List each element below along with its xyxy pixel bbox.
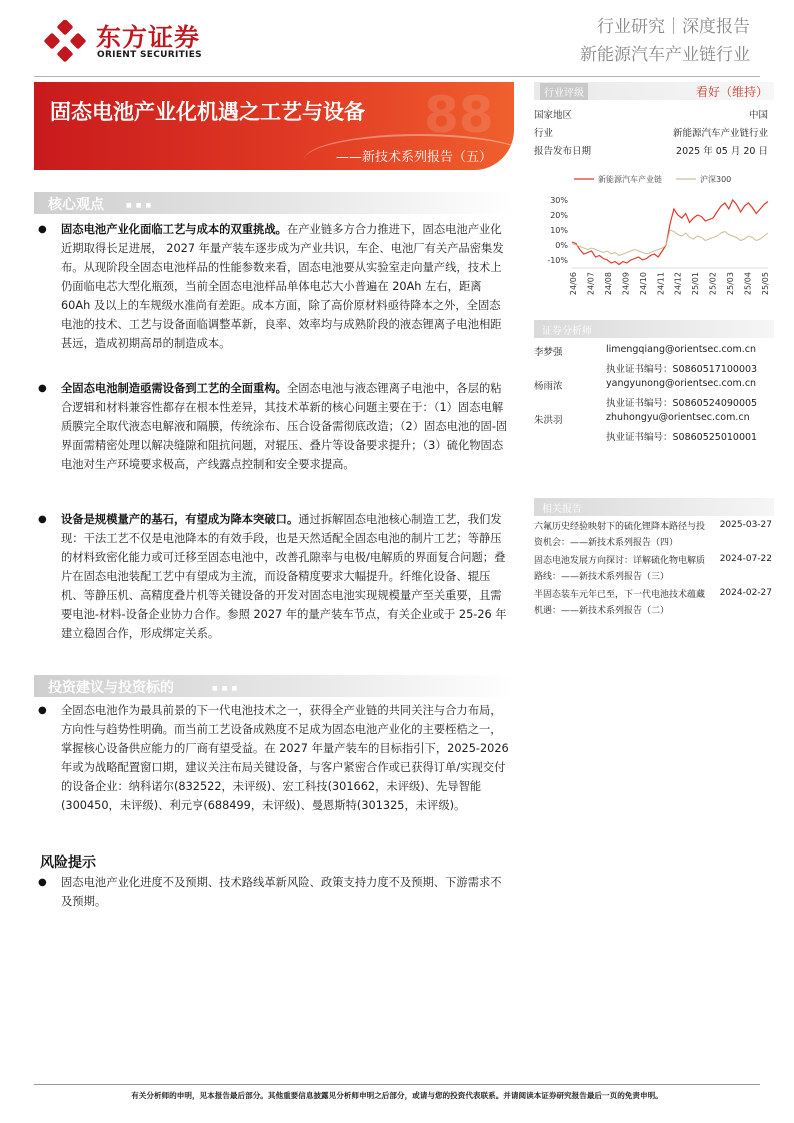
header-dots: ■ ■ ■: [212, 685, 239, 692]
rating-header: [534, 82, 774, 100]
x-tick-label: 25/03: [726, 272, 736, 296]
core-section-title: 核心观点: [48, 197, 104, 213]
x-tick-label: 24/06: [569, 272, 578, 296]
x-tick-label: 24/12: [673, 272, 683, 296]
info-row: [534, 105, 774, 123]
bullet-icon: ●: [38, 224, 47, 235]
paragraph-body: 通过拆解固态电池核心制造工艺，我们发现：干法工艺不仅是电池降本的有效手段，也是天然适配全固态电池的制片工艺；等静压的材料致密化能力或可迁移至固态电池中，改善孔隙率与电极/电解质的界面复合问题；叠片在固态电池装配工艺中有望成为主流，而设备精度要求大幅提升。纤维化设备、辊压机、等静压机、高精度叠片机等关键设备的开发对固态电池实现规模量产至关重要，且需要电池-材料-设备企业协力合作。参照 2027 年的量产装车节点，有关企业或于 25-26 年建立稳固合作，形成绑定关系。: [61, 513, 507, 640]
report-subtitle: ——新技术系列报告（五）: [335, 150, 492, 165]
analyst-email[interactable]: limengqiang@orientsec.com.cn: [606, 344, 757, 355]
risk-paragraph: [61, 873, 510, 911]
y-tick-label: 20%: [550, 211, 568, 220]
info-value: 新能源汽车产业链行业: [672, 128, 768, 139]
legend-label: 新能源汽车产业链: [598, 175, 662, 184]
bullet-icon: ●: [38, 877, 47, 888]
related-report-date: 2024-02-27: [719, 588, 772, 598]
header-dots: ■ ■ ■: [126, 202, 153, 209]
related-report-date: 2024-07-22: [719, 554, 772, 564]
analyst-cert: 执业证书编号：S0860517100003: [606, 364, 758, 375]
info-value: 中国: [748, 110, 768, 121]
paragraph-body: 全固态电池与液态锂离子电池中，各层的粘合逻辑和材料兼容性都存在根本性差异，其技术革新的核心问题主要在于：（1）固态电解质膜完全取代液态电解液和隔膜，传统涂布、压合设备需彻底改造；（2）固态电池的固-固界面需精密处理以解决缝隙和阻抗问题，对辊压、叠片等设备要求提升；（3）硫化物固态电池对生产环境要求极高，产线露点控制和安全要求提高。: [61, 382, 508, 471]
y-tick-label: 10%: [550, 226, 568, 235]
analyst-name: 杨雨浓: [534, 381, 563, 392]
logo-text-en: ORIENT SECURITIES: [97, 50, 202, 60]
related-report-title[interactable]: 六氟历史经验映射下的硫化锂降本路径与投资机会：——新技术系列报告（四）: [534, 522, 706, 548]
bullet-icon: ●: [38, 383, 47, 394]
risk-title: 风险提示: [40, 855, 96, 871]
related-header: [534, 498, 774, 516]
paragraph-body: 在产业链多方合力推进下，固态电池产业化近期取得长足进展， 2027 年量产装车逐步成为产业共识，车企、电池厂有关产品密集发布。从现阶段全固态电池样品的性能参数来看，固态电池要从实验室走向量产线，技术上仍面临电芯大型化瓶颈，当前全固态电池样品单体电芯大小普遍在 20Ah 左右，距离 60Ah 及以上的车规级水准尚有差距。成本方面，除了高价原材料亟待降本之外，全固态电池的技术、工艺与设备面临调整革新，良率、效率均与成熟阶段的液态锂离子电池相距甚远，造成初期高昂的制造成本。: [61, 223, 504, 350]
invest-section-title: 投资建议与投资标的: [48, 680, 174, 696]
info-row: [534, 141, 774, 159]
rating-panel: [534, 82, 774, 159]
analyst-label: 证券分析师: [542, 326, 592, 337]
core-paragraph-2: [61, 379, 510, 474]
paragraph-body: 全固态电池作为最具前景的下一代电池技术之一，获得全产业链的共同关注与合力布局，方向性与趋势性明确。而当前工艺设备成熟度不足成为固态电池产业化的主要桎梏之一，掌握核心设备供应能力的厂商有望受益。在 2027 年量产装车的目标指引下，2025-2026 年或为战略配置窗口期，建议关注布局关键设备，与客户紧密合作或已获得订单/实现交付的设备企业：纳科诺尔(832522，未评级)、宏工科技(301662，未评级)、先导智能(300450，未评级)、利元亨(688499，未评级)、曼恩斯特(301325，未评级)。: [61, 704, 509, 812]
paragraph-lead: 设备是规模量产的基石，有望成为降本突破口。: [61, 513, 299, 526]
title-banner: [34, 82, 514, 170]
series-line: [572, 230, 768, 256]
analyst-email[interactable]: zhuhongyu@orientsec.com.cn: [606, 412, 750, 423]
x-tick-label: 24/10: [638, 272, 648, 296]
paragraph-body: 固态电池产业化进度不及预期、技术路线革新风险、政策支持力度不及预期、下游需求不及预期。: [61, 876, 502, 908]
industry-name: 新能源汽车产业链行业: [580, 45, 750, 65]
related-report-date: 2025-03-27: [719, 520, 772, 530]
rating-label: 行业评级: [540, 83, 588, 100]
analyst-row: [534, 342, 774, 376]
analyst-email[interactable]: yangyunong@orientsec.com.cn: [606, 378, 757, 389]
logo-icon: [44, 20, 86, 62]
info-key: 行业: [534, 128, 554, 139]
legend-label: 沪深300: [700, 175, 732, 184]
x-tick-label: 24/09: [621, 272, 631, 296]
company-logo: [44, 18, 244, 66]
series-line: [572, 200, 768, 265]
invest-paragraph: [61, 701, 510, 815]
analyst-row: [534, 410, 774, 444]
analyst-name: 李梦强: [534, 347, 563, 358]
x-tick-label: 25/02: [708, 272, 718, 296]
y-tick-label: 0%: [555, 241, 568, 250]
paragraph-lead: 全固态电池制造亟需设备到工艺的全面重构。: [61, 382, 287, 395]
invest-section-header: [34, 675, 514, 697]
banner-decoration: 88: [424, 86, 494, 144]
core-paragraph-1: [61, 220, 510, 353]
analyst-row: [534, 376, 774, 410]
y-tick-label: 30%: [550, 196, 568, 205]
x-tick-label: 25/04: [743, 272, 753, 296]
related-report-title[interactable]: 半固态装车元年已至，下一代电池技术蕴藏机遇：——新技术系列报告（二）: [534, 590, 706, 616]
core-paragraph-3: [61, 510, 510, 643]
analyst-cert: 执业证书编号：S0860524090005: [606, 398, 758, 409]
report-type: 行业研究｜深度报告: [597, 17, 750, 37]
related-report-title[interactable]: 固态电池发展方向探讨：详解硫化物电解质路线：——新技术系列报告（三）: [534, 556, 706, 582]
info-key: 报告发布日期: [534, 146, 592, 157]
related-report-item[interactable]: [534, 520, 774, 554]
related-reports-panel: [534, 498, 774, 622]
performance-chart: [534, 168, 774, 310]
header-divider: [34, 76, 760, 77]
report-title: 固态电池产业化机遇之工艺与设备: [50, 100, 365, 124]
rating-value: 看好（维持）: [695, 85, 768, 99]
related-label: 相关报告: [542, 504, 582, 515]
x-tick-label: 25/01: [691, 272, 701, 296]
bullet-icon: ●: [38, 514, 47, 525]
analyst-header: [534, 320, 774, 338]
x-tick-label: 24/11: [656, 272, 666, 296]
paragraph-lead: 固态电池产业化面临工艺与成本的双重挑战。: [61, 223, 287, 236]
analyst-panel: [534, 320, 774, 444]
x-tick-label: 24/08: [603, 272, 613, 296]
logo-text-cn: 东方证券: [96, 23, 201, 52]
info-key: 国家地区: [534, 110, 573, 121]
footer-divider: [34, 1084, 760, 1085]
y-tick-label: -10%: [547, 256, 568, 265]
disclaimer-footer: 有关分析师的申明，见本报告最后部分。其他重要信息披露见分析师申明之后部分，或请与您的投资代表联系。并请阅读本证券研究报告最后一页的免责申明。: [131, 1091, 663, 1100]
analyst-cert: 执业证书编号：S0860525010001: [606, 432, 758, 443]
x-tick-label: 25/05: [761, 272, 770, 296]
info-value: 2025 年 05 月 20 日: [676, 146, 768, 157]
related-report-item[interactable]: [534, 588, 774, 622]
analyst-name: 朱洪羽: [534, 415, 563, 426]
related-report-item[interactable]: [534, 554, 774, 588]
bullet-icon: ●: [38, 705, 47, 716]
core-section-header: [34, 192, 514, 214]
x-tick-label: 24/07: [586, 272, 596, 296]
info-row: [534, 123, 774, 141]
